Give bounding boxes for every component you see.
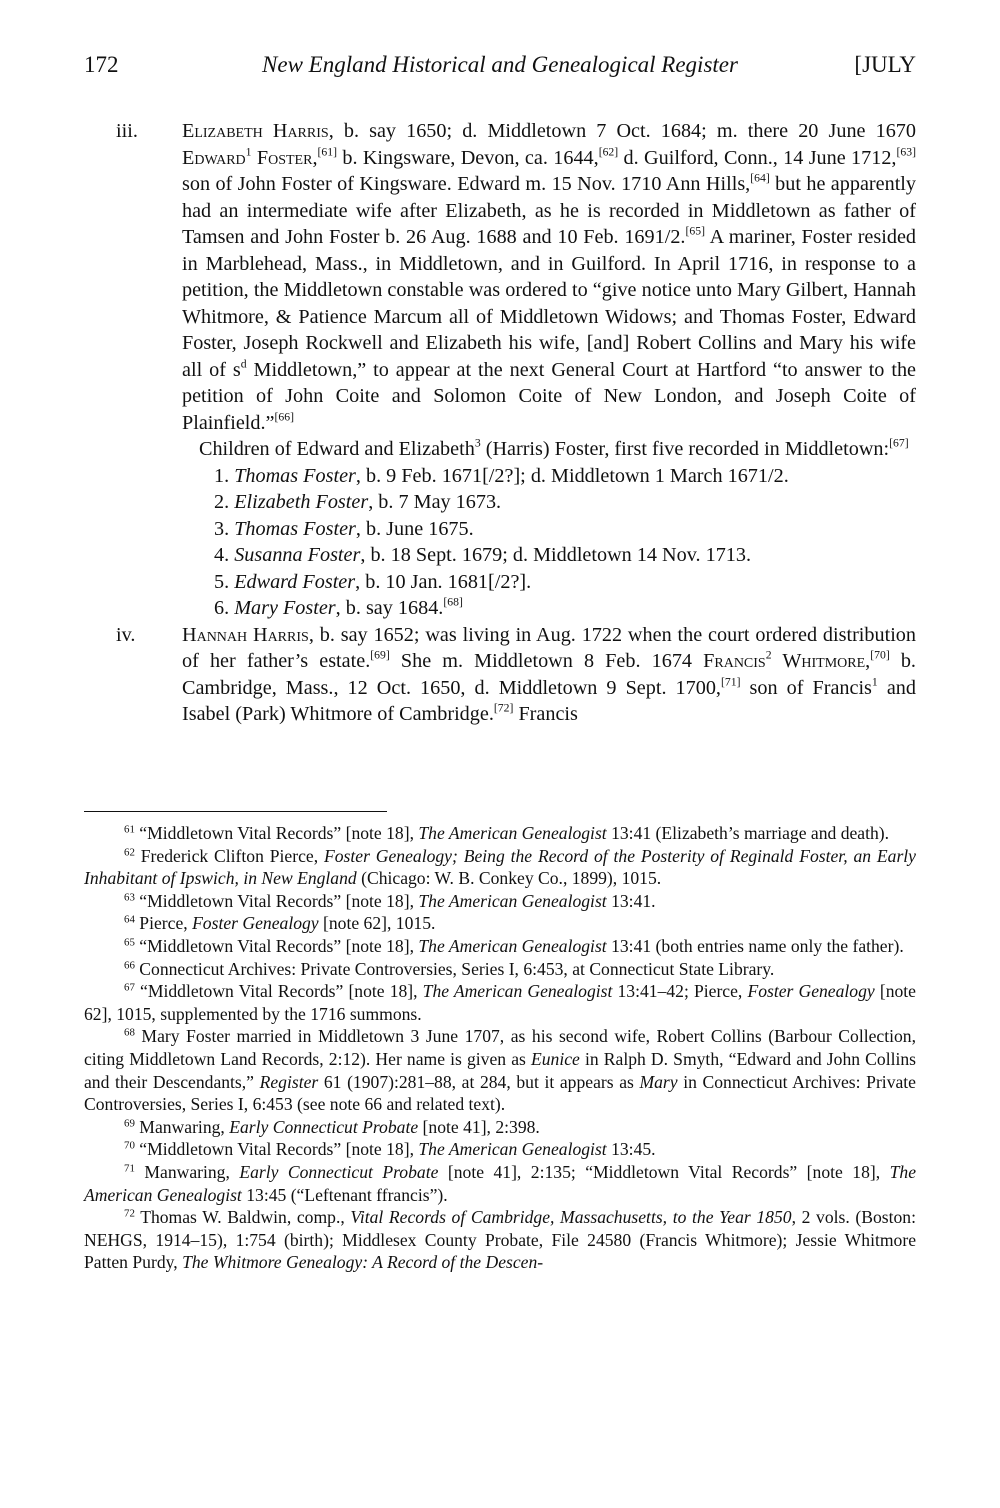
footnote-70: $^{70}$ “Middletown Vital Records” [note 18], The American Genealogist 13:45. xyxy=(124,1139,656,1160)
child-item: 3. Thomas Foster, b. June 1675. xyxy=(214,517,474,540)
spouse-name: Edward xyxy=(182,146,246,169)
running-head xyxy=(84,52,916,82)
footnote-61: $^{61}$ “Middletown Vital Records” [note 18], The American Genealogist 13:41 (Elizabeth’s marriage and death). xyxy=(124,823,890,843)
footnote-69: $^{69}$ Manwaring, Early Connecticut Probate [note 41], 2:398. xyxy=(124,1116,540,1137)
children-list xyxy=(84,463,916,622)
footnote-71: $^{71}$ Manwaring, Early Connecticut Probate [note 41], 2:135; “Middletown Vital Records” [note 18], The American Genealogist 13:45 (“Leftenant ffrancis”). xyxy=(84,1161,916,1205)
footnote-ref[interactable]: [71] xyxy=(720,675,741,689)
footnote-68: $^{68}$ Mary Foster married in Middletown 3 June 1707, as his second wife, Robert Collins (Barbour Collection, citing Middletown Land Records, 2:12). Her name is given as Eunice in Ralph D. Smyth, “Edward and John Collins and their Descendants,” Register 61 (1907):281–88, at 284, but it appears as Mary in Connecticut Archives: Private Controversies, Series I, 6:453 (see note 66 and related text). xyxy=(84,1026,917,1115)
footnote-66: $^{66}$ Connecticut Archives: Private Controversies, Series I, 6:453, at Connecticut State Library. xyxy=(124,958,775,979)
child-name: Thomas Foster xyxy=(234,517,356,540)
child-item: 2. Elizabeth Foster, b. 7 May 1673. xyxy=(214,491,502,513)
footnote-62: $^{62}$ Frederick Clifton Pierce, Foster Genealogy; Being the Record of the Posterity of Reginald Foster, an Early Inhabitant of Ipswich, in New England (Chicago: W. B. Conkey Co., 1899), 1015. xyxy=(84,845,916,889)
footnote-64: $^{64}$ Pierce, Foster Genealogy [note 62], 1015. xyxy=(124,913,436,934)
footnote-65: $^{65}$ “Middletown Vital Records” [note 18], The American Genealogist 13:41 (both entries name only the father). xyxy=(124,935,904,956)
child-name: Thomas Foster xyxy=(234,464,356,487)
issue-month: [JULY xyxy=(854,52,916,77)
entry-numeral: iv. xyxy=(116,623,136,646)
entry-iii: iii. Elizabeth Harris, b. say 1650; d. Middletown 7 Oct. 1684; m. there 20 June 1670 Edward$^1$ Foster,[61] b. Kingsware, Devon, ca. 1644,[62] d. Guilford, Conn., 14 June 1712,[63] son of John Foster of Kingsware. Edward m. 15 Nov. 1710 Ann Hills,[64] but he apparently had an intermediate wife after Elizabeth, as he is recorded in Middletown as father of Tamsen and John Foster b. 26 Aug. 1688 and 10 Feb. 1691/2.[65] A mariner, Foster resided in Marblehead, Mass., in Middletown, and in Guilford. In April 1716, in response to a petition, the Middletown constable was ordered to “give notice unto Mary Gilbert, Hannah Whitmore, & Patience Marcum all of Middletown Widows; and Thomas Foster, Edward Foster, Joseph Rockwell and Elizabeth his wife, [and] Robert Collins and Mary his wife all of $s^d$ Middletown,” to appear at the next General Court at Hartford “to answer to the petition of John Coite and Solomon Coite of New London, and Joseph Coite of Plainfield.”[66] xyxy=(116,120,917,434)
spouse-name: Francis xyxy=(703,650,766,672)
entry-iv: iv. Hannah Harris, b. say 1652; was living in Aug. 1722 when the court ordered distribution of her father’s estate.[69] She m. Middletown 8 Feb. 1674 Francis$^2$ Whitmore,[70] b. Cambridge, Mass., 12 Oct. 1650, d. Middletown 9 Sept. 1700,[71] son of Francis$^1$ and Isabel (Park) Whitmore of Cambridge.[72] Francis xyxy=(116,623,916,725)
child-item: 1. Thomas Foster, b. 9 Feb. 1671[/2?]; d. Middletown 1 March 1671/2. xyxy=(214,464,789,487)
footnote-ref[interactable]: [70] xyxy=(870,648,890,662)
child-item: 6. Mary Foster, b. say 1684.[68] xyxy=(214,595,463,619)
person-name: Elizabeth Harris xyxy=(182,120,329,142)
footnote-72: $^{72}$ Thomas W. Baldwin, comp., Vital Records of Cambridge, Massachusetts, to the Year 1850, 2 vols. (Boston: NEHGS, 1914–15), 1:754 (birth); Middlesex County Probate, File 24580 (Francis Whitmore); Jessie Whitmore Patten Purdy, The Whitmore Genealogy: A Record of the Descen- xyxy=(84,1207,916,1273)
footnote-ref[interactable]: [61] xyxy=(317,145,337,159)
child-name: Edward Foster xyxy=(234,570,356,593)
footnote-ref[interactable]: [65] xyxy=(685,224,705,238)
child-item: 5. Edward Foster, b. 10 Jan. 1681[/2?]. xyxy=(214,570,532,593)
footnote-ref[interactable]: [62] xyxy=(598,145,619,159)
main-text xyxy=(84,118,916,728)
footnote-ref[interactable]: [69] xyxy=(370,648,390,662)
footnote-63: $^{63}$ “Middletown Vital Records” [note 18], The American Genealogist 13:41. xyxy=(124,890,656,911)
footnote-ref[interactable]: [63] xyxy=(896,145,916,159)
footnote-ref[interactable]: [67] xyxy=(889,436,909,450)
child-name: Mary Foster xyxy=(234,597,336,619)
footnote-ref[interactable]: [66] xyxy=(274,410,294,424)
children-heading: Children of Edward and Elizabeth$^3$ (Harris) Foster, first five recorded in Middletown:[67] xyxy=(199,436,909,460)
page-number: 172 xyxy=(84,52,119,77)
child-name: Elizabeth Foster xyxy=(234,491,369,513)
footnote-separator xyxy=(84,811,387,812)
child-name: Susanna Foster xyxy=(234,544,361,566)
child-item: 4. Susanna Foster, b. 18 Sept. 1679; d. Middletown 14 Nov. 1713. xyxy=(214,544,752,566)
journal-title: New England Historical and Genealogical Register xyxy=(262,52,738,77)
footnote-ref[interactable]: [68] xyxy=(443,595,463,609)
footnote-67: $^{67}$ “Middletown Vital Records” [note 18], The American Genealogist 13:41–42; Pierce, Foster Genealogy [note 62], 1015, supplemented by the 1716 summons. xyxy=(84,981,916,1024)
person-name: Hannah Harris xyxy=(182,623,309,646)
entry-numeral: iii. xyxy=(116,120,138,142)
footnote-ref[interactable]: [72] xyxy=(493,701,514,715)
footnotes xyxy=(84,822,916,1274)
footnote-ref[interactable]: [64] xyxy=(750,171,770,185)
